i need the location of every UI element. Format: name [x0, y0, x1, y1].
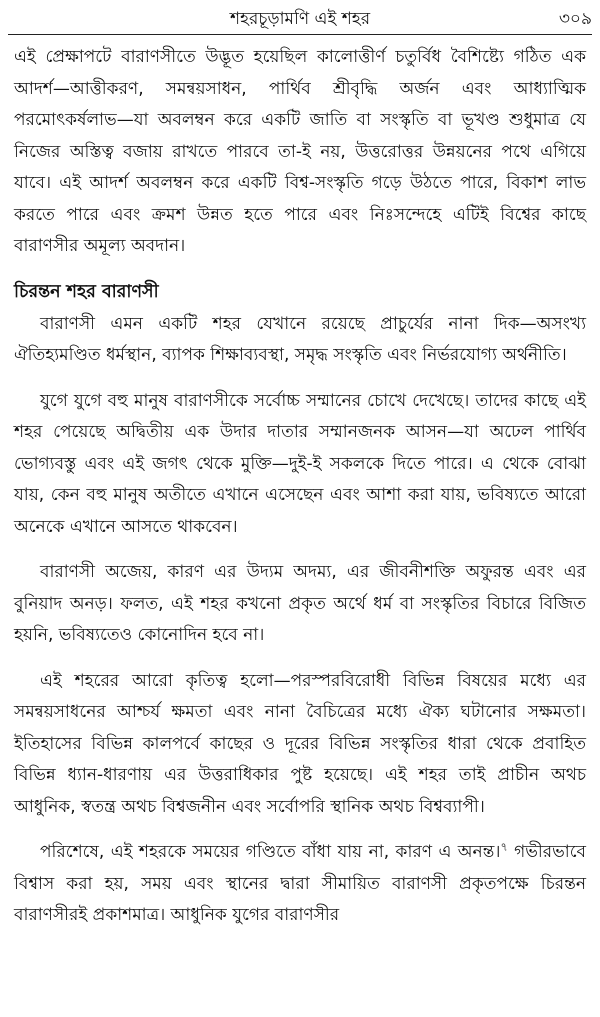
footnote-marker[interactable]: ৭	[500, 840, 508, 854]
running-head	[0, 6, 600, 32]
section-heading: চিরন্তন শহর বারাণসী	[14, 281, 159, 302]
paragraph-5: এই শহরের আরো কৃতিত্ব হলো—পরস্পরবিরোধী বিভিন্ন বিষয়ের মধ্যে এর সমন্বয়সাধনের আশ্চর্য ক্ষমতা এবং নানা বৈচিত্রের মধ্যে ঐক্য ঘটানোর সক্ষমতা। ইতিহাসের বিভিন্ন কালপর্বে কাছের ও দূরের বিভিন্ন সংস্কৃতির ধারা থেকে প্রবাহিত বিভিন্ন ধ্যান-ধারণায় এর উত্তরাধিকার পুষ্ট হয়েছে। এই শহর তাই প্রাচীন অথচ আধুনিক, স্বতন্ত্র অথচ বিশ্বজনীন এবং সর্বোপরি স্থানিক অথচ বিশ্বব্যাপী।	[14, 670, 586, 817]
paragraph-4: বারাণসী অজেয়, কারণ এর উদ্যম অদম্য, এর জীবনীশক্তি অফুরন্ত এবং এর বুনিয়াদ অনড়। ফলত, এই শহর কখনো প্রকৃত অর্থে ধর্ম বা সংস্কৃতির বিচারে বিজিত হয়নি, ভবিষ্যতেও কোনোদিন হবে না।	[14, 562, 586, 645]
paragraph-3: যুগে যুগে বহু মানুষ বারাণসীকে সর্বোচ্চ সম্মানের চোখে দেখেছে। তাদের কাছে এই শহর পেয়েছে অদ্বিতীয় এক উদার দাতার সম্মানজনক আসন—যা অঢেল পার্থিব ভোগ্যবস্তু এবং এই জগৎ থেকে মুক্তি—দুই-ই সকলকে দিতে পারে। এ থেকে বোঝা যায়, কেন বহু মানুষ অতীতে এখানে এসেছেন এবং আশা করা যায়, ভবিষ্যতে আরো অনেকে এখানে আসতে থাকবেন।	[14, 390, 586, 537]
page-number: ৩০৯	[558, 9, 592, 29]
header-rule	[8, 34, 592, 35]
paragraph-6	[14, 837, 586, 932]
page-body	[14, 42, 586, 946]
paragraph-2: বারাণসী এমন একটি শহর যেখানে রয়েছে প্রাচুর্যের নানা দিক—অসংখ্য ঐতিহ্যমণ্ডিত ধর্মস্থান, ব্যাপক শিক্ষাব্যবস্থা, সমৃদ্ধ সংস্কৃতি এবং নির্ভরযোগ্য অর্থনীতি।	[14, 313, 586, 365]
paragraph-1: এই প্রেক্ষাপটে বারাণসীতে উদ্ভূত হয়েছিল কালোত্তীর্ণ চতুর্বিধ বৈশিষ্ট্যে গঠিত এক আদর্শ—আত্তীকরণ, সমন্বয়সাধন, পার্থিব শ্রীবৃদ্ধি অর্জন এবং আধ্যাত্মিক পরমোৎকর্ষলাভ—যা অবলম্বন করে একটি জাতি বা সংস্কৃতি বা ভূখণ্ড শুধুমাত্র যে নিজের অস্তিত্ব বজায় রাখতে পারবে তা-ই নয়, উত্তরোত্তর উন্নয়নের পথে এগিয়ে যাবে। এই আদর্শ অবলম্বন করে একটি বিশ্ব-সংস্কৃতি গড়ে উঠতে পারে, বিকাশ লাভ করতে পারে এবং ক্রমশ উন্নত হতে পারে এবং নিঃসন্দেহে এটিই বিশ্বের কাছে বারাণসীর অমূল্য অবদান।	[14, 47, 586, 256]
paragraph-6-text: পরিশেষে, এই শহরকে সময়ের গণ্ডিতে বাঁধা যায় না, কারণ এ অনন্ত।	[40, 842, 501, 862]
paragraph-6-rest: গভীরভাবে বিশ্বাস করা হয়, সময় এবং স্থানের দ্বারা সীমায়িত বারাণসী প্রকৃতপক্ষে চিরন্তন বারাণসীরই প্রকাশমাত্র। আধুনিক যুগের বারাণসীর	[14, 842, 586, 925]
running-title: শহরচূড়ামণি এই শহর	[229, 9, 371, 29]
